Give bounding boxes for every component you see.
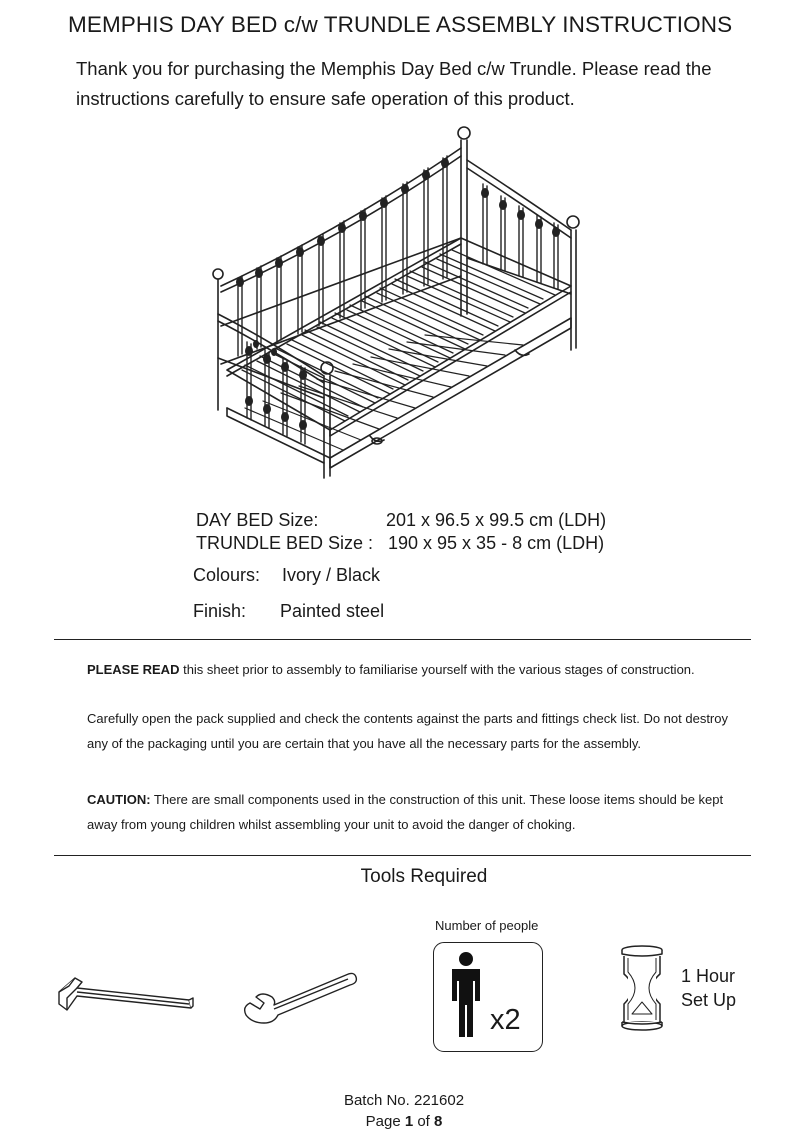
please-read-note bbox=[87, 657, 747, 682]
page-number bbox=[0, 1111, 808, 1133]
intro-text: Thank you for purchasing the Memphis Day Bed c/w Trundle. Please read the instructions carefully to ensure safe operation of this product. bbox=[76, 58, 712, 109]
hourglass-icon bbox=[618, 944, 666, 1034]
allen-key-icon bbox=[55, 970, 197, 1020]
page-total: 8 bbox=[434, 1113, 443, 1130]
colours-label: Colours: bbox=[193, 565, 261, 585]
caution-heading: CAUTION: bbox=[87, 792, 151, 807]
setup-time bbox=[681, 964, 736, 1012]
please-read-heading: PLEASE READ bbox=[87, 662, 180, 677]
caution-text: There are small components used in the construction of this unit. These loose items should be kept away from young children whilst assembling your unit to avoid the danger of choking. bbox=[87, 792, 724, 832]
check-contents-note: Carefully open the pack supplied and check the contents against the parts and fittings check list. Do not destroy any of the packaging until you are certain that you have all the necessary parts for the assembly. bbox=[87, 711, 728, 751]
caution-note bbox=[87, 787, 747, 837]
day-bed-illustration bbox=[205, 118, 590, 493]
please-read-text: this sheet prior to assembly to familiarise yourself with the various stages of construction. bbox=[179, 662, 695, 677]
tools-required-title: Tools Required bbox=[360, 866, 488, 887]
page-middle: of bbox=[413, 1113, 435, 1130]
page-current: 1 bbox=[404, 1113, 414, 1130]
people-label: Number of people bbox=[435, 918, 539, 933]
finish-label: Finish: bbox=[193, 601, 247, 621]
divider bbox=[54, 855, 751, 856]
setup-time-hours: 1 Hour bbox=[681, 966, 736, 986]
people-count: x2 bbox=[490, 1004, 521, 1036]
colours-value: Ivory / Black bbox=[282, 565, 381, 585]
person-icon bbox=[446, 951, 486, 1041]
batch-number: Batch No. 221602 bbox=[343, 1092, 465, 1109]
trundle-size-label: TRUNDLE BED Size : bbox=[196, 533, 374, 553]
finish-value: Painted steel bbox=[280, 601, 385, 621]
day-bed-size-label: DAY BED Size: bbox=[196, 510, 319, 530]
spanner-icon bbox=[240, 965, 360, 1030]
setup-time-label: Set Up bbox=[681, 990, 737, 1010]
day-bed-size-value: 201 x 96.5 x 99.5 cm (LDH) bbox=[386, 510, 607, 530]
trundle-size-value: 190 x 95 x 35 - 8 cm (LDH) bbox=[388, 533, 605, 553]
page-prefix: Page bbox=[365, 1113, 405, 1130]
page-title: MEMPHIS DAY BED c/w TRUNDLE ASSEMBLY INSTRUCTIONS bbox=[68, 12, 733, 37]
divider bbox=[54, 639, 751, 640]
